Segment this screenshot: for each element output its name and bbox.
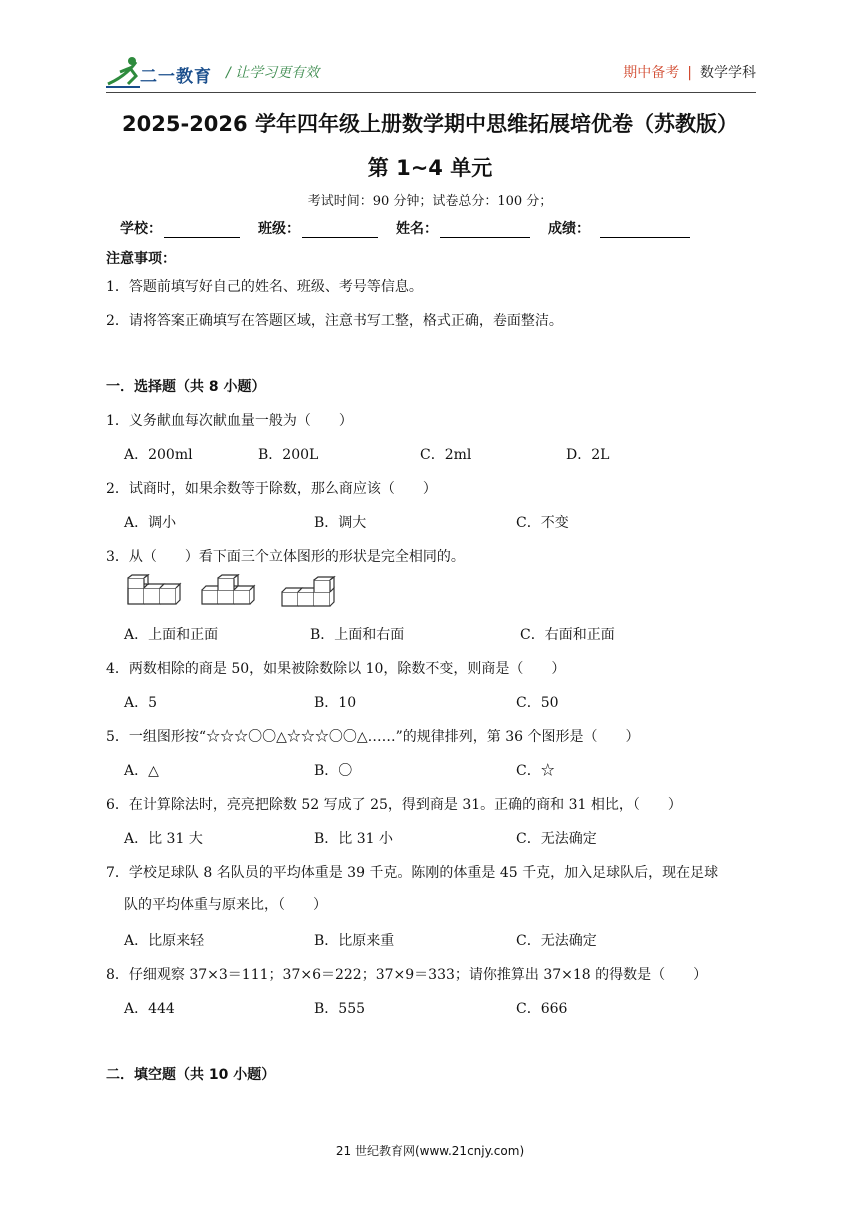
option-a[interactable]: A．上面和正面: [124, 627, 219, 643]
logo-text: 二一教育: [140, 67, 212, 87]
question-1-options: [124, 444, 764, 464]
exam-info: 考试时间：90 分钟；试卷总分：100 分；: [307, 194, 553, 209]
notice-title: 注意事项：: [106, 251, 176, 267]
option-b[interactable]: B．上面和右面: [310, 627, 405, 643]
option-b[interactable]: B．调大: [314, 515, 367, 531]
cube-figures-icon: [124, 574, 344, 614]
option-a[interactable]: A．5: [124, 695, 158, 711]
slogan: / 让学习更有效: [226, 65, 320, 81]
option-c[interactable]: C．不变: [516, 515, 569, 531]
question-7-options: [124, 930, 764, 950]
option-c[interactable]: C．☆: [516, 763, 555, 779]
question-7: 7．学校足球队 8 名队员的平均体重是 39 千克。陈刚的体重是 45 千克，加入足球队后，现在足球: [106, 865, 719, 881]
question-3: 3．从（ ）看下面三个立体图形的形状是完全相同的。: [106, 549, 465, 565]
section-title-choice: 一．选择题（共 8 小题）: [106, 379, 266, 395]
option-a[interactable]: A．调小: [124, 515, 177, 531]
student-fields: [120, 218, 708, 238]
question-6-options: [124, 828, 764, 848]
option-b[interactable]: B．比 31 小: [314, 831, 394, 847]
field-score[interactable]: 成绩：: [548, 218, 690, 238]
question-4-options: [124, 692, 764, 712]
question-2: 2．试商时，如果余数等于除数，那么商应该（ ）: [106, 481, 437, 497]
section-title-fill: 二．填空题（共 10 小题）: [106, 1067, 276, 1083]
question-1: 1．义务献血每次献血量一般为（ ）: [106, 413, 353, 429]
header-right: [623, 62, 756, 82]
question-5: 5．一组图形按“☆☆☆〇〇△☆☆☆〇〇△……”的规律排列，第 36 个图形是（ ）: [106, 729, 640, 745]
option-a[interactable]: A．比 31 大: [124, 831, 203, 847]
option-a[interactable]: A．△: [124, 763, 159, 779]
option-c[interactable]: C．右面和正面: [520, 627, 615, 643]
question-4: 4．两数相除的商是 50，如果被除数除以 10，除数不变，则商是（ ）: [106, 661, 566, 677]
option-b[interactable]: B．200L: [258, 447, 319, 463]
page-title: 2025-2026 学年四年级上册数学期中思维拓展培优卷（苏教版）: [122, 112, 738, 136]
option-a[interactable]: A．200ml: [124, 447, 193, 463]
notice-item: 2．请将答案正确填写在答题区域，注意书写工整，格式正确，卷面整洁。: [106, 313, 563, 329]
option-c[interactable]: C．无法确定: [516, 831, 597, 847]
field-class[interactable]: 班级：: [258, 218, 378, 238]
option-b[interactable]: B．10: [314, 695, 357, 711]
option-c[interactable]: C．2ml: [420, 447, 472, 463]
header-separator: |: [687, 65, 692, 81]
option-a[interactable]: A．比原来轻: [124, 933, 205, 949]
page-subtitle: 第 1~4 单元: [367, 156, 493, 180]
page-footer: 21 世纪教育网(www.21cnjy.com): [335, 1144, 525, 1158]
option-d[interactable]: D．2L: [566, 447, 610, 463]
option-c[interactable]: C．666: [516, 1001, 568, 1017]
question-8-options: [124, 998, 764, 1018]
field-name[interactable]: 姓名：: [396, 218, 530, 238]
option-c[interactable]: C．无法确定: [516, 933, 597, 949]
question-5-options: [124, 760, 764, 780]
question-8: 8．仔细观察 37×3＝111；37×6＝222；37×9＝333；请你推算出 37×18 的得数是（ ）: [106, 967, 708, 983]
question-7-continued: 队的平均体重与原来比，（ ）: [124, 897, 327, 913]
option-a[interactable]: A．444: [124, 1001, 175, 1017]
question-2-options: [124, 512, 764, 532]
question-6: 6．在计算除法时，亮亮把除数 52 写成了 25，得到商是 31。正确的商和 31 相比，（ ）: [106, 797, 682, 813]
option-c[interactable]: C．50: [516, 695, 559, 711]
option-b[interactable]: B．〇: [314, 763, 353, 779]
notice-item: 1．答题前填写好自己的姓名、班级、考号等信息。: [106, 279, 423, 295]
option-b[interactable]: B．比原来重: [314, 933, 395, 949]
exam-type: 期中备考: [623, 65, 680, 81]
field-school[interactable]: 学校：: [120, 218, 240, 238]
question-3-options: [124, 624, 764, 644]
page-header: [0, 0, 860, 100]
subject: 数学学科: [700, 65, 756, 81]
option-b[interactable]: B．555: [314, 1001, 366, 1017]
header-rule: [106, 92, 756, 93]
